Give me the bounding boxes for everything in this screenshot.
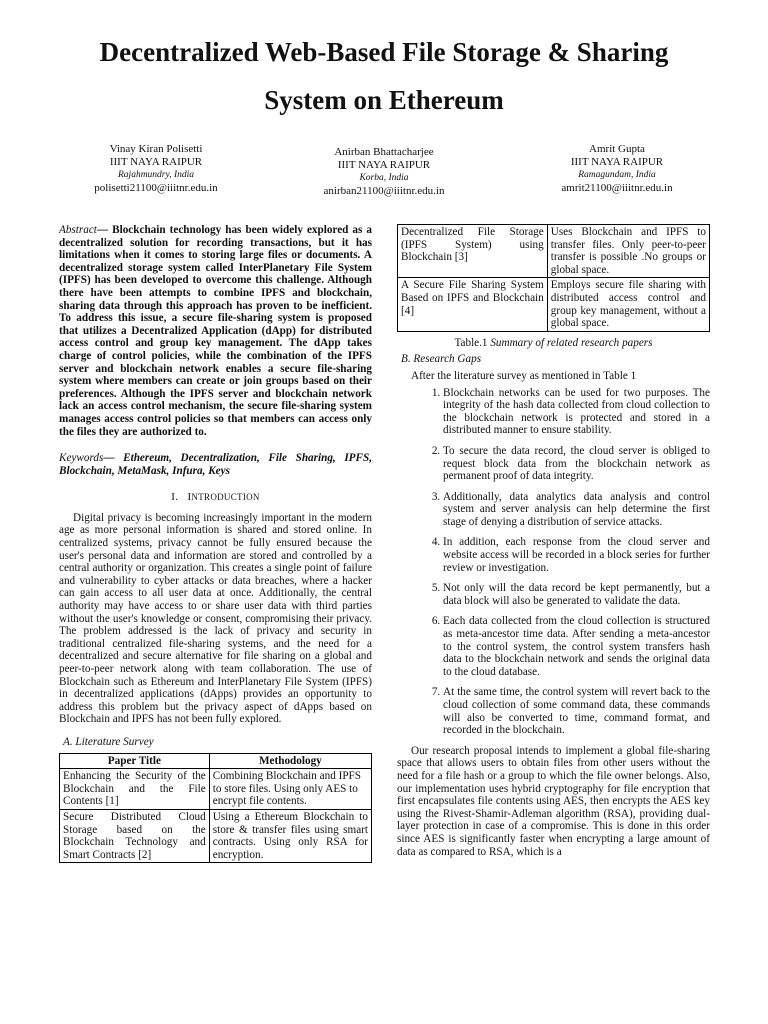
list-item: 6. Each data collected from the cloud collection is structured as meta-ancestor time data. After sending a meta-ancestor to the control system, the control system transfers hash data to the blockchain network and sends the original data to the cloud database. — [443, 615, 710, 678]
table-caption — [397, 337, 710, 350]
author-block-2 — [274, 146, 494, 198]
table-cell-title: A Secure File Sharing System Based on IPFS and Blockchain [4] — [398, 278, 548, 331]
list-item: 4. In addition, each response from the cloud server and website access will be recorded in a block series for further review or investigation. — [443, 536, 710, 574]
list-item: 3. Additionally, data analytics data analysis and control system and server analysis can help determine the first stage of denying a distribution of service attacks. — [443, 491, 710, 529]
list-item: 5. Not only will the data record be kept permanently, but a data block will also be generated to validate the data. — [443, 582, 710, 607]
table-caption-text: Summary of related research papers — [490, 336, 653, 349]
author-location: Korba, India — [359, 173, 409, 183]
section-title-rest: NTRODUCTION — [191, 492, 260, 503]
author-name: Vinay Kiran Polisetti — [109, 143, 203, 155]
table-caption-label: Table.1 — [454, 336, 491, 349]
author-affiliation: IIIT NAYA RAIPUR — [109, 156, 203, 168]
literature-table-part-2 — [397, 224, 710, 332]
keywords-body: Ethereum, Decentralization, File Sharing, IPFS, Blockchain, MetaMask, Infura, Keys — [59, 452, 372, 477]
table-cell-title: Decentralized File Storage (IPFS System) using Blockchain [3] — [398, 225, 548, 278]
table-row — [60, 769, 372, 810]
literature-table-part-1 — [59, 753, 372, 864]
table-row — [60, 809, 372, 862]
author-email[interactable]: polisetti21100@iiitnr.edu.in — [94, 182, 218, 194]
author-name: Amrit Gupta — [589, 143, 645, 155]
author-location: Ramagundam, India — [578, 170, 656, 180]
section-initial: I — [187, 491, 192, 504]
table-header-paper-title: Paper Title — [60, 753, 210, 769]
subsection-heading-research-gaps: B. Research Gaps — [401, 353, 482, 366]
table-cell-title: Secure Distributed Cloud Storage based on the Blockchain Technology and Smart Contracts [2] — [60, 809, 210, 862]
research-gaps-intro: After the literature survey as mentioned in Table 1 — [411, 369, 637, 382]
author-block-3 — [507, 143, 727, 195]
list-item: 7. At the same time, the control system will revert back to the cloud collection of some command data, these commands will also be converted to time, command format, and recorded in the blockchain. — [443, 686, 710, 736]
list-item: 1. Blockchain networks can be used for two purposes. The integrity of the hash data collected from cloud collection to the blockchain network is protected and stored in a distributed manner to ensure stability. — [443, 387, 710, 437]
table-cell-method: Using a Ethereum Blockchain to store & transfer files using smart contracts. Using only RSA for encryption. — [209, 809, 371, 862]
table-cell-title: Enhancing the Security of the Blockchain and the File Contents [1] — [60, 769, 210, 810]
introduction-paragraph: Digital privacy is becoming increasingly important in the modern age as more personal information is shared and stored online. In centralized systems, privacy cannot be fully ensured because the user's personal data and information are stored and controlled by a central authority or organization. This creates a single point of failure and vulnerability to cyber attacks or data breaches, where a hacker can gain access to all user data at once. Additionally, the central authority may have access to or share user data with third parties without the user's knowledge or consent, compromising their privacy. The problem addressed is the lack of privacy and security in traditional centralized file-sharing systems, and the need for a decentralized and secure alternative for file sharing on a global and peer-to-peer network along with team collaboration. The use of Blockchain such as Ethereum and InterPlanetary File System (IPFS) in decentralized applications (dApps) provides an opportunity to address this problem but the privacy aspect of dApps based on Blockchain and IPFS has not been fully explored. — [59, 511, 372, 726]
table-cell-method: Combining Blockchain and IPFS to store files. Using only AES to encrypt file contents. — [209, 769, 371, 810]
abstract-lead: Abstract — [59, 224, 97, 236]
table-header-methodology: Methodology — [209, 753, 371, 769]
table-cell-method: Employs secure file sharing with distributed access control and group key management, without a global space. — [547, 278, 709, 331]
author-affiliation: IIIT NAYA RAIPUR — [570, 156, 664, 168]
proposal-paragraph: Our research proposal intends to implement a global file-sharing space that allows users to obtain files from other users without the need for a file hash or a group to which the file owner belongs. Also, our implementation uses hybrid cryptography for file encryption that first encapsulates file contents using AES, then encrypts the AES key using the Rivest-Shamir-Adleman algorithm (RSA), providing dual-layer protection in case of a compromise. This is done in this order since AES is significantly faster when encrypting a large amount of data as compared to RSA, which is a — [397, 744, 710, 858]
list-item: 2. To secure the data record, the cloud server is obliged to request block data from the blockchain network as permanent proof of data integrity. — [443, 445, 710, 483]
paper-title — [40, 28, 728, 124]
keywords — [59, 452, 372, 477]
research-gaps-list — [397, 387, 710, 737]
author-block-1 — [46, 143, 266, 195]
table-row — [398, 225, 710, 278]
abstract-dash: — — [96, 224, 109, 236]
author-location: Rajahmundry, India — [118, 170, 194, 180]
table-header-row — [60, 753, 372, 769]
table-row — [398, 278, 710, 331]
table-cell-method: Uses Blockchain and IPFS to transfer files. Only peer-to-peer transfer is possible .No groups or global space. — [547, 225, 709, 278]
abstract — [59, 224, 372, 438]
section-number: I. — [171, 491, 179, 504]
author-name: Anirban Bhattacharjee — [334, 146, 434, 158]
author-affiliation: IIIT NAYA RAIPUR — [337, 159, 431, 171]
abstract-body: Blockchain technology has been widely explored as a decentralized solution for recording transactions, but it has limitations when it comes to storing large files or documents. A decentralized storage system called InterPlanetary File System (IPFS) has been developed to overcome this challenge. Although there have been attempts to combine IPFS and blockchain, sharing data through this approach has proven to be inefficient. To address this issue, a secure file-sharing system is proposed that utilizes a Decentralized Application (dApp) for distributed access control and group key management. The dApp takes charge of control policies, while the combination of the IPFS server and blockchain network enables a secure file-sharing system where members can create or join groups based on their preferences. Although the IPFS server and blockchain network lack an access control mechanism, the secure file-sharing system manages access control policies so that members can access only the files they are authorized to. — [59, 224, 372, 438]
title-line-2: System on Ethereum — [264, 85, 504, 115]
title-line-1: Decentralized Web-Based File Storage & Sharing — [99, 37, 669, 67]
subsection-heading-literature-survey: A. Literature Survey — [63, 735, 154, 748]
left-column — [59, 224, 372, 863]
author-email[interactable]: amrit21100@iiitnr.edu.in — [561, 182, 673, 194]
section-heading-introduction — [59, 491, 372, 504]
keywords-dash: — — [103, 452, 115, 465]
right-column — [397, 224, 710, 858]
keywords-lead: Keywords — [59, 452, 104, 465]
author-email[interactable]: anirban21100@iiitnr.edu.in — [323, 185, 445, 197]
